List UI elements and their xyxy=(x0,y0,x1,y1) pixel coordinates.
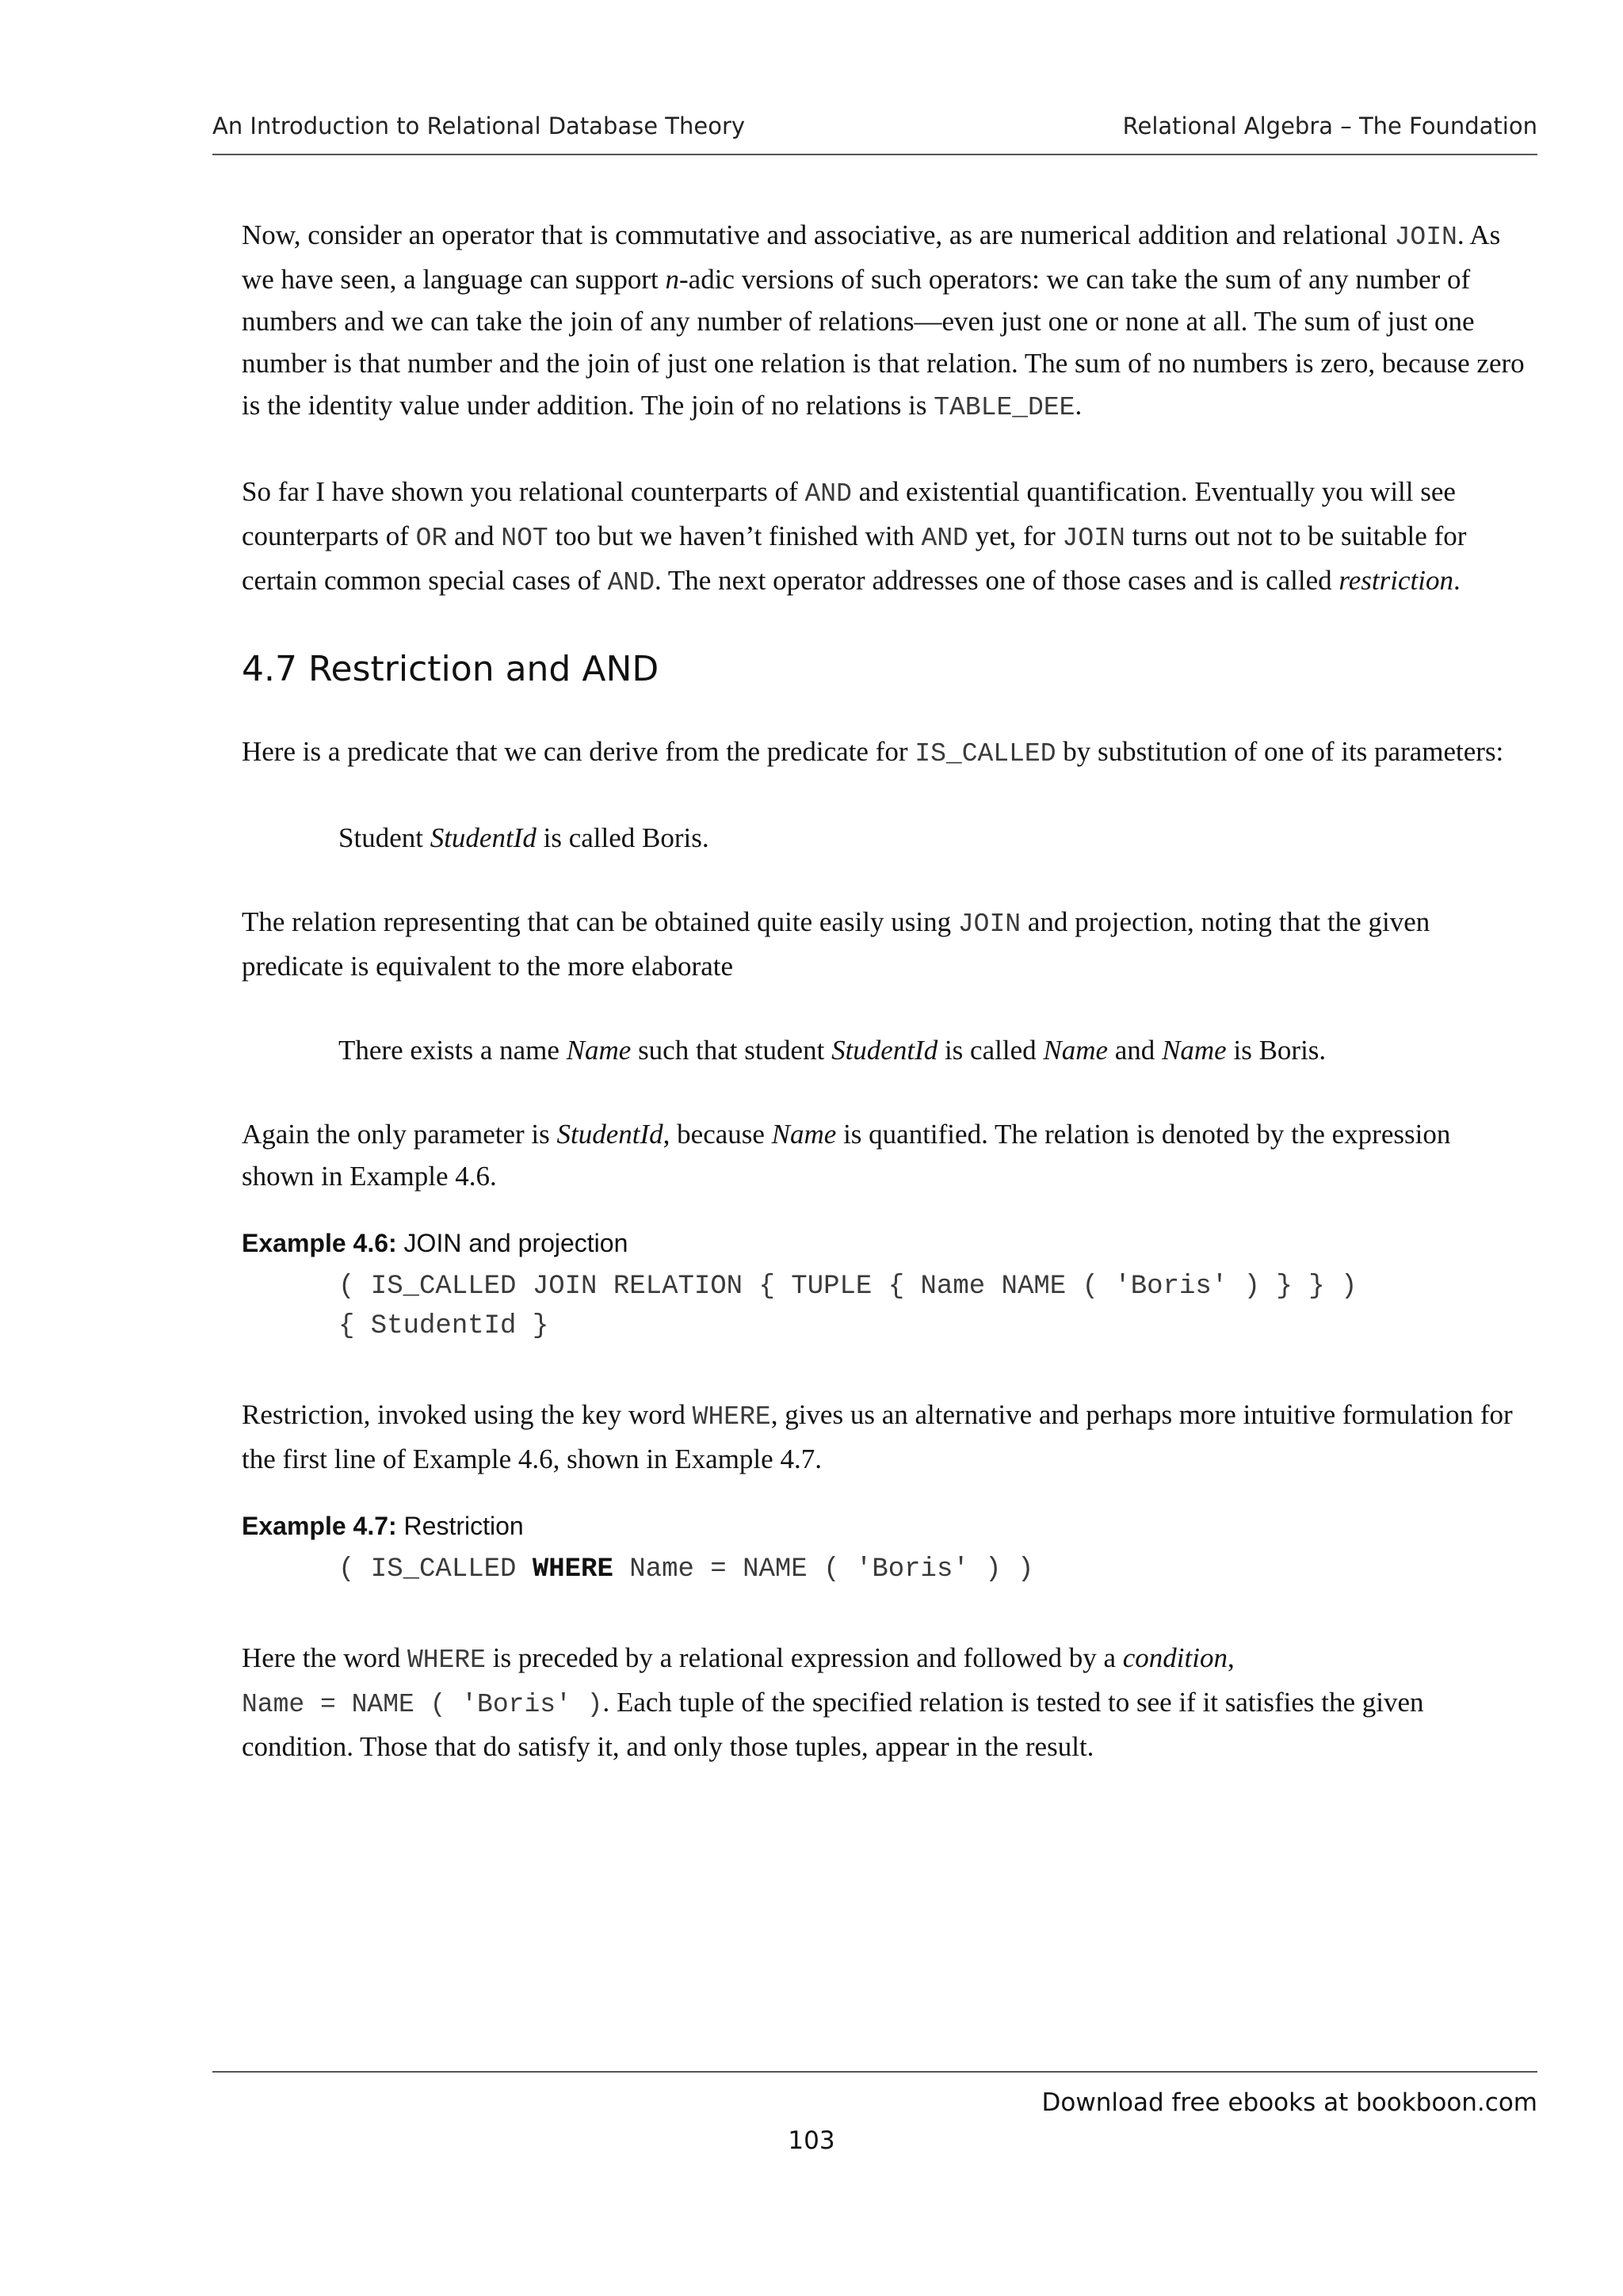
paragraph-where-condition: Here the word WHERE is preceded by a relational expression and followed by a condition, Name = NAME ( 'Boris' ). Each tuple of the specified relation is tested to see if it satisfies the given condition. Those that do satisfy it, and only those tuples, appear in the result. xyxy=(242,1642,1424,1762)
paragraph-counterparts: So far I have shown you relational counterparts of AND and existential quantification. Eventually you will see counterparts of OR and NOT too but we haven’t finished with AND yet, for JOIN turns out not to be suitable for certain common special cases of AND. The next operator addresses one of those cases and is called restriction. xyxy=(242,476,1467,597)
header-chapter-title: Relational Algebra – The Foundation xyxy=(1122,113,1537,139)
indented-predicate-2: There exists a name Name such that student StudentId is called Name and Name is Boris. xyxy=(338,1035,1327,1066)
indented-predicate-1: Student StudentId is called Boris. xyxy=(338,822,709,853)
page-number: 103 xyxy=(788,2126,835,2155)
code-condition: Name = NAME ( 'Boris' ) xyxy=(242,1690,603,1719)
paragraph-restriction-intro: Restriction, invoked using the key word WHERE, gives us an alternative and perhaps more intuitive formulation for the first line of Example 4.6, shown in Example 4.7. xyxy=(242,1399,1513,1474)
section-heading: 4.7 Restriction and AND xyxy=(242,649,659,689)
header-book-title: An Introduction to Relational Database Theory xyxy=(212,113,746,139)
code-join: JOIN xyxy=(1394,223,1457,252)
paragraph-predicate: Here is a predicate that we can derive from the predicate for IS_CALLED by substitution of one of its parameters: xyxy=(242,736,1504,769)
download-link[interactable]: Download free ebooks at bookboon.com xyxy=(1041,2088,1537,2117)
page-footer xyxy=(212,2071,1537,2117)
code-table-dee: TABLE_DEE xyxy=(934,393,1075,422)
keyword-where: WHERE xyxy=(532,1554,613,1585)
paragraph-parameter: Again the only parameter is StudentId, because Name is quantified. The relation is denoted by the expression shown in Example 4.6. xyxy=(242,1119,1451,1192)
running-header xyxy=(212,109,1537,155)
example-4-6-code xyxy=(242,1267,1526,1346)
paragraph-relation-join: The relation representing that can be obtained quite easily using JOIN and projection, noting that the given predicate is equivalent to the more elaborate xyxy=(242,906,1430,982)
example-4-7-caption: Example 4.7: Restriction xyxy=(242,1512,524,1540)
code-line: { StudentId } xyxy=(338,1311,549,1341)
example-4-7-code: ( IS_CALLED WHERE Name = NAME ( 'Boris' ) ) xyxy=(338,1554,1034,1585)
page-content xyxy=(242,214,1526,1810)
example-4-6-caption: Example 4.6: JOIN and projection xyxy=(242,1229,628,1257)
paragraph-nadic-operators: Now, consider an operator that is commutative and associative, as are numerical addition and relational JOIN. As we have seen, a language can support n-adic versions of such operators: we can take the sum of any number of numbers and we can take the join of any number of relations—even just one or none at all. The sum of just one number is that number and the join of just one relation is that relation. The sum of no numbers is zero, because zero is the identity value under addition. The join of no relations is TABLE_DEE. xyxy=(242,219,1525,422)
code-line: ( IS_CALLED JOIN RELATION { TUPLE { Name NAME ( 'Boris' ) } } ) xyxy=(338,1272,1358,1302)
